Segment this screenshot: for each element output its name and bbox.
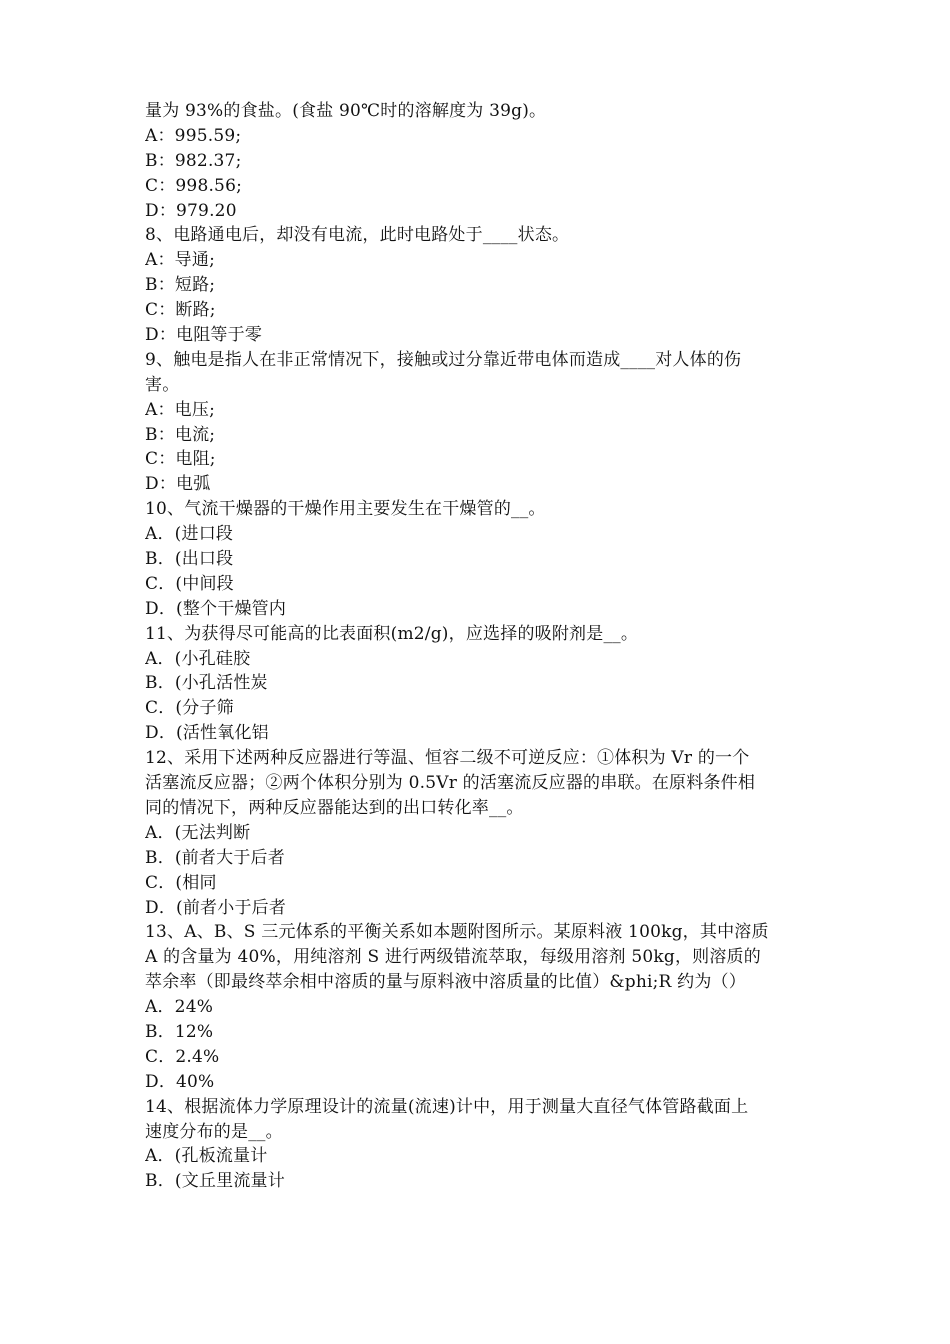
option-c: C．(中间段: [145, 573, 234, 594]
question-text-block: [145, 99, 811, 1194]
question-14: 14、根据流体力学原理设计的流量(流速)计中，用于测量大直径气体管路截面上: [145, 1096, 749, 1117]
option-a: A．(进口段: [145, 524, 234, 545]
option-c: C．2.4%: [145, 1046, 220, 1067]
option-a: A：电压;: [145, 399, 216, 420]
option-b: B：电流;: [145, 424, 216, 445]
question-12-continued: 同的情况下，两种反应器能达到的出口转化率__。: [145, 797, 524, 818]
option-d: D：电弧: [145, 474, 211, 495]
option-c: C：电阻;: [145, 449, 216, 470]
option-c: C．(分子筛: [145, 698, 234, 719]
question-9-continued: 害。: [145, 374, 180, 395]
question-14-continued: 速度分布的是__。: [145, 1121, 283, 1142]
option-c: C：998.56;: [145, 175, 243, 196]
option-b: B．(前者大于后者: [145, 847, 285, 868]
option-b: B．(出口段: [145, 549, 234, 570]
question-12-continued: 活塞流反应器；②两个体积分别为 0.5Vr 的活塞流反应器的串联。在原料条件相: [145, 773, 756, 794]
option-a: A：导通;: [145, 250, 216, 271]
option-c: C：断路;: [145, 300, 216, 321]
option-d: D．(整个干燥管内: [145, 598, 287, 619]
question-10: 10、气流干燥器的干燥作用主要发生在干燥管的__。: [145, 499, 546, 520]
option-b: B．12%: [145, 1021, 214, 1042]
question-9: 9、触电是指人在非正常情况下，接触或过分靠近带电体而造成____对人体的伤: [145, 349, 742, 370]
option-d: D：电阻等于零: [145, 325, 263, 346]
option-b: B．(文丘里流量计: [145, 1171, 285, 1192]
text-line: 量为 93%的食盐。(食盐 90℃时的溶解度为 39g)。: [145, 101, 547, 121]
option-b: B：982.37;: [145, 150, 242, 171]
option-d: D：979.20: [145, 200, 237, 221]
option-b: B：短路;: [145, 275, 216, 296]
question-8: 8、电路通电后，却没有电流，此时电路处于____状态。: [145, 225, 570, 246]
option-d: D．(前者小于后者: [145, 897, 287, 918]
option-d: D．(活性氧化铝: [145, 723, 269, 744]
option-b: B．(小孔活性炭: [145, 673, 268, 694]
question-11: 11、为获得尽可能高的比表面积(m2/g)，应选择的吸附剂是__。: [145, 623, 639, 644]
question-13-continued: 萃余率（即最终萃余相中溶质的量与原料液中溶质量的比值）&phi;R 约为（）: [145, 972, 746, 993]
question-13: 13、A、B、S 三元体系的平衡关系如本题附图所示。某原料液 100kg，其中溶质: [145, 922, 769, 943]
option-d: D．40%: [145, 1071, 215, 1092]
question-13-continued: A 的含量为 40%，用纯溶剂 S 进行两级错流萃取，每级用溶剂 50kg，则溶质的: [145, 947, 761, 968]
option-a: A．(无法判断: [145, 822, 251, 843]
option-a: A：995.59;: [145, 125, 242, 146]
question-12: 12、采用下述两种反应器进行等温、恒容二级不可逆反应：①体积为 Vr 的一个: [145, 748, 750, 769]
option-a: A．24%: [145, 997, 214, 1018]
option-c: C．(相同: [145, 872, 217, 893]
option-a: A．(小孔硅胶: [145, 648, 251, 669]
option-a: A．(孔板流量计: [145, 1146, 268, 1167]
